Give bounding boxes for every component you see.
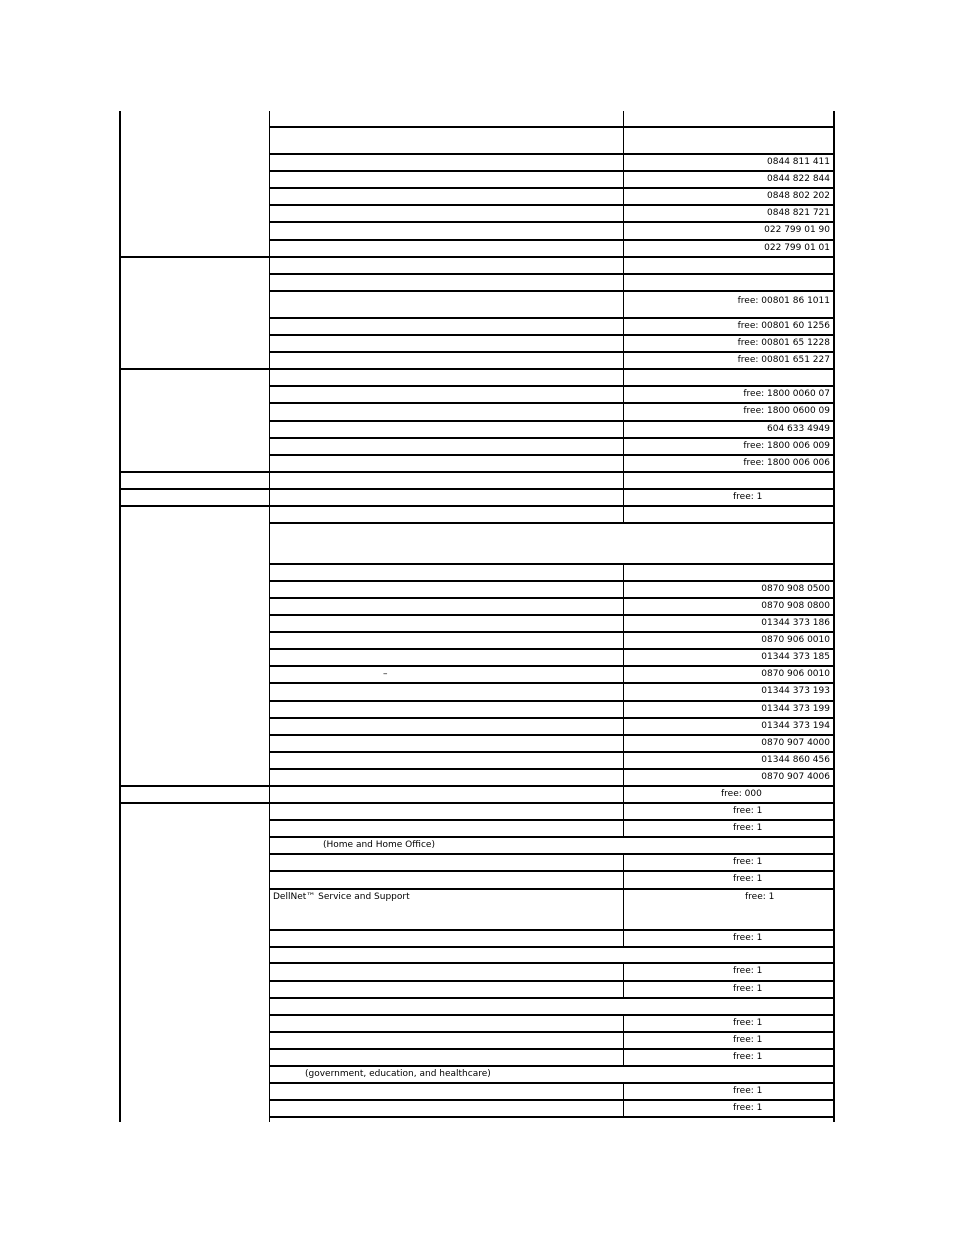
group-divider: [119, 368, 270, 370]
number-column-divider: [623, 240, 624, 257]
phone-number: 0844 822 844: [767, 174, 830, 184]
number-column-divider: [623, 598, 624, 615]
row-divider: [269, 385, 834, 387]
number-column-divider: [623, 1032, 624, 1049]
row-divider: [269, 522, 834, 524]
phone-number: free: 1: [733, 1018, 763, 1028]
service-label: (government, education, and healthcare): [305, 1069, 491, 1079]
row-divider: [269, 1031, 834, 1033]
phone-number: 0870 907 4000: [761, 738, 830, 748]
group-divider: [119, 505, 270, 507]
group-divider: [119, 256, 270, 258]
row-divider: [269, 273, 834, 275]
row-divider: [269, 351, 834, 353]
row-divider: [269, 929, 834, 931]
number-column-divider: [623, 506, 624, 523]
phone-number: 022 799 01 01: [764, 243, 830, 253]
phone-number: free: 1: [733, 1035, 763, 1045]
phone-number: free: 1: [733, 1103, 763, 1113]
phone-number: free: 1: [745, 892, 775, 902]
row-divider: [269, 187, 834, 189]
number-column-divider: [623, 171, 624, 188]
row-divider: [269, 870, 834, 872]
number-column-divider: [623, 472, 624, 489]
row-divider: [269, 836, 834, 838]
phone-number: 0870 907 4006: [761, 772, 830, 782]
row-divider: [269, 317, 834, 319]
phone-number: 01344 373 193: [761, 686, 830, 696]
row-divider: [269, 1116, 834, 1118]
row-divider: [269, 614, 834, 616]
table-right-border: [833, 111, 835, 1122]
row-divider: [269, 631, 834, 633]
number-column-divider: [623, 291, 624, 318]
number-column-divider: [623, 666, 624, 683]
number-column-divider: [623, 735, 624, 752]
number-column-divider: [623, 274, 624, 291]
row-divider: [269, 717, 834, 719]
number-column-divider: [623, 489, 624, 506]
phone-number: free: 1800 006 006: [743, 458, 830, 468]
phone-number: 0870 906 0010: [761, 635, 830, 645]
row-divider: [269, 819, 834, 821]
phone-number: 01344 373 194: [761, 721, 830, 731]
number-column-divider: [623, 718, 624, 735]
number-column-divider: [623, 701, 624, 718]
number-column-divider: [623, 455, 624, 472]
number-column-divider: [623, 386, 624, 403]
number-column-divider: [623, 820, 624, 837]
number-column-divider: [623, 1049, 624, 1066]
phone-number: 0844 811 411: [767, 157, 830, 167]
number-column-divider: [623, 369, 624, 386]
phone-number: free: 1: [733, 492, 763, 502]
row-divider: [269, 665, 834, 667]
number-column-divider: [623, 421, 624, 438]
number-column-divider: [623, 188, 624, 205]
phone-number: free: 00801 60 1256: [737, 321, 830, 331]
number-column-divider: [623, 403, 624, 421]
row-divider: [269, 1014, 834, 1016]
number-column-divider: [623, 683, 624, 701]
row-divider: [269, 997, 834, 999]
group-divider: [119, 802, 270, 804]
service-label: DellNet™ Service and Support: [273, 892, 410, 902]
row-divider: [269, 648, 834, 650]
row-divider: [269, 597, 834, 599]
number-column-divider: [623, 205, 624, 222]
row-divider: [269, 802, 834, 804]
phone-number: free: 00801 65 1228: [737, 338, 830, 348]
phone-number: 0848 802 202: [767, 191, 830, 201]
row-divider: [269, 1082, 834, 1084]
number-column-divider: [623, 564, 624, 581]
row-divider: [269, 888, 834, 890]
row-divider: [269, 437, 834, 439]
number-column-divider: [623, 1083, 624, 1100]
number-column-divider: [623, 335, 624, 352]
phone-number: 0848 821 721: [767, 208, 830, 218]
row-divider: [269, 221, 834, 223]
row-divider: [269, 505, 834, 507]
number-column-divider: [623, 352, 624, 369]
phone-number: free: 1800 0060 07: [743, 389, 830, 399]
number-column-divider: [623, 615, 624, 632]
number-column-divider: [623, 154, 624, 171]
number-column-divider: [623, 769, 624, 786]
row-divider: [269, 700, 834, 702]
row-divider: [269, 170, 834, 172]
row-divider: [269, 734, 834, 736]
number-column-divider: [623, 632, 624, 649]
number-column-divider: [623, 981, 624, 998]
phone-number: free: 1: [733, 823, 763, 833]
row-divider: [269, 204, 834, 206]
number-column-divider: [623, 257, 624, 274]
phone-number: 0870 906 0010: [761, 669, 830, 679]
group-divider: [119, 785, 270, 787]
row-divider: [269, 751, 834, 753]
number-column-divider: [623, 786, 624, 803]
row-divider: [269, 334, 834, 336]
phone-number: free: 00801 86 1011: [737, 296, 830, 306]
number-column-divider: [623, 1100, 624, 1117]
number-column-divider: [623, 649, 624, 666]
row-divider: [269, 420, 834, 422]
phone-number: free: 00801 651 227: [737, 355, 830, 365]
row-divider: [269, 962, 834, 964]
phone-number: free: 1: [733, 966, 763, 976]
number-column-divider: [623, 871, 624, 889]
phone-number: free: 1: [733, 806, 763, 816]
row-divider: [269, 454, 834, 456]
number-column-divider: [623, 854, 624, 871]
phone-number: free: 1800 0600 09: [743, 406, 830, 416]
row-divider: [269, 153, 834, 155]
table-left-border: [119, 111, 121, 1122]
column-divider: [269, 111, 270, 1122]
row-divider: [269, 1099, 834, 1101]
row-divider: [269, 368, 834, 370]
number-column-divider: [623, 889, 624, 930]
number-column-divider: [623, 963, 624, 981]
number-column-divider: [623, 581, 624, 598]
number-column-divider: [623, 1015, 624, 1032]
service-label: (Home and Home Office): [323, 840, 435, 850]
row-divider: [269, 126, 834, 128]
row-divider: [269, 853, 834, 855]
phone-number: 01344 373 186: [761, 618, 830, 628]
number-column-divider: [623, 438, 624, 455]
phone-number: 01344 373 185: [761, 652, 830, 662]
number-column-divider: [623, 752, 624, 769]
service-label: –: [383, 669, 388, 679]
phone-number: 0870 908 0800: [761, 601, 830, 611]
phone-number: 022 799 01 90: [764, 225, 830, 235]
phone-number: free: 1: [733, 1086, 763, 1096]
row-divider: [269, 768, 834, 770]
number-column-divider: [623, 318, 624, 335]
phone-number: 01344 860 456: [761, 755, 830, 765]
row-divider: [269, 256, 834, 258]
number-column-divider: [623, 111, 624, 127]
row-divider: [269, 946, 834, 948]
row-divider: [269, 1048, 834, 1050]
number-column-divider: [623, 222, 624, 240]
row-divider: [269, 1065, 834, 1067]
row-divider: [269, 488, 834, 490]
phone-number: 604 633 4949: [767, 424, 830, 434]
phone-number: free: 1800 006 009: [743, 441, 830, 451]
phone-number: 0870 908 0500: [761, 584, 830, 594]
row-divider: [269, 785, 834, 787]
row-divider: [269, 980, 834, 982]
phone-number: free: 1: [733, 984, 763, 994]
row-divider: [269, 682, 834, 684]
group-divider: [119, 488, 270, 490]
row-divider: [269, 563, 834, 565]
number-column-divider: [623, 127, 624, 154]
row-divider: [269, 290, 834, 292]
phone-number: free: 1: [733, 933, 763, 943]
phone-number: free: 1: [733, 857, 763, 867]
row-divider: [269, 402, 834, 404]
number-column-divider: [623, 803, 624, 820]
phone-number: free: 1: [733, 1052, 763, 1062]
number-column-divider: [623, 930, 624, 947]
group-divider: [119, 471, 270, 473]
phone-number: 01344 373 199: [761, 704, 830, 714]
row-divider: [269, 239, 834, 241]
phone-number: free: 1: [733, 874, 763, 884]
row-divider: [269, 580, 834, 582]
row-divider: [269, 471, 834, 473]
phone-number: free: 000: [721, 789, 762, 799]
